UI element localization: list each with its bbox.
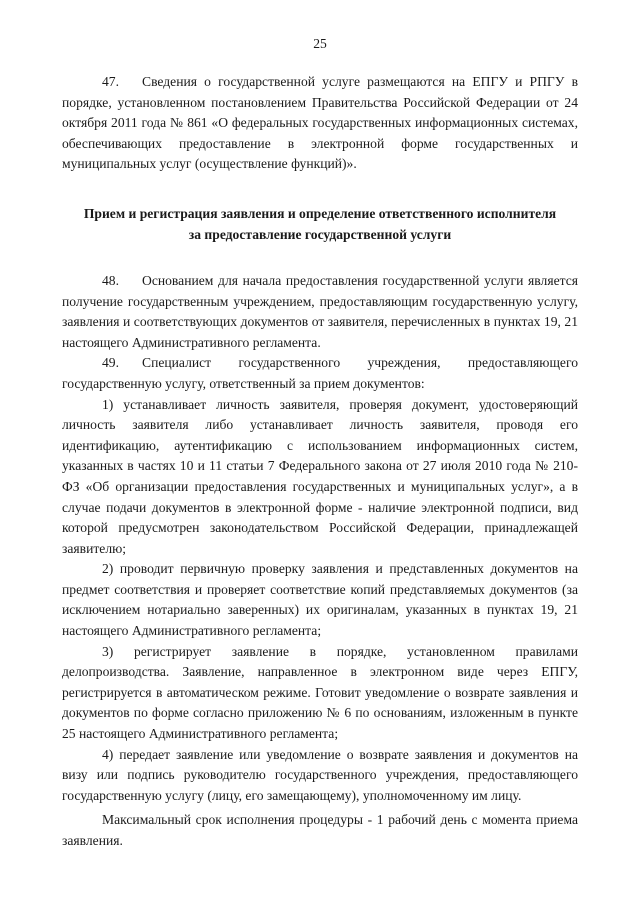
paragraph-49 bbox=[62, 353, 578, 394]
paragraph-47-text: Сведения о государственной услуге размещаются на ЕПГУ и РПГУ в порядке, установленном постановлением Правительства Российской Федерации от 24 октября 2011 года № 861 «О федеральных государственных информационных системах, обеспечивающих предоставление в электронной форме государственных и муниципальных услуг (осуществление функций)». bbox=[62, 74, 578, 172]
list-item-3: 3) регистрирует заявление в порядке, установленном правилами делопроизводства. Заявление, направленное в электронном виде через ЕПГУ, регистрируется в автоматическом режиме. Готовит уведомление о возврате заявления и документов по форме согласно приложению № 6 по основаниям, изложенным в пункте 25 настоящего Административного регламента; bbox=[62, 643, 578, 742]
paragraph-47 bbox=[62, 72, 578, 175]
list-item-2: 2) проводит первичную проверку заявления и представленных документов на предмет соответствия и проверяет соответствие копий представляемых документов (за исключением нотариально заверенных) их оригиналам, указанных в пунктах 19, 21 настоящего Административного регламента; bbox=[62, 561, 578, 639]
page-number: 25 bbox=[313, 36, 327, 51]
list-item-4: 4) передает заявление или уведомление о возврате заявления и документов на визу или подпись руководителю государственного учреждения, предоставляющего государственную услугу (лицу, его замещающему), уполномоченному им лицу. bbox=[62, 746, 578, 803]
paragraph-49-text: Специалист государственного учреждения, предоставляющего государственную услугу, ответственный за прием документов: bbox=[62, 355, 578, 391]
section-heading-line-2: за предоставление государственной услуги bbox=[188, 226, 452, 242]
paragraph-47-number: 47. bbox=[102, 74, 119, 89]
document-page bbox=[62, 0, 578, 905]
list-item-1: 1) устанавливает личность заявителя, проверяя документ, удостоверяющий личность заявителя либо устанавливает личность заявителя, проводя его идентификацию, аутентификацию с использованием информационных систем, указанных в частях 10 и 11 статьи 7 Федерального закона от 27 июля 2010 года № 210-ФЗ «Об организации предоставления государственных и муниципальных услуг», а в случае подачи документов в электронной форме - наличие электронной подписи, вид которой предусмотрен законодательством Российской Федерации, принадлежащей заявителю; bbox=[62, 396, 578, 556]
section-heading-line-1: Прием и регистрация заявления и определение ответственного исполнителя bbox=[83, 205, 557, 221]
paragraph-48-number: 48. bbox=[102, 272, 119, 288]
paragraph-48-text: Основанием для начала предоставления государственной услуги является получение государственным учреждением, предоставляющим государственную услугу, заявления и соответствующих документов от заявителя, перечисленных в пунктах 19, 21 настоящего Административного регламента. bbox=[62, 272, 578, 350]
document-body bbox=[62, 72, 578, 852]
section-heading bbox=[62, 203, 578, 245]
paragraph-49-number: 49. bbox=[102, 355, 119, 371]
closing-paragraph: Максимальный срок исполнения процедуры - 1 рабочий день с момента приема заявления. bbox=[62, 812, 578, 848]
paragraph-48 bbox=[62, 271, 578, 353]
